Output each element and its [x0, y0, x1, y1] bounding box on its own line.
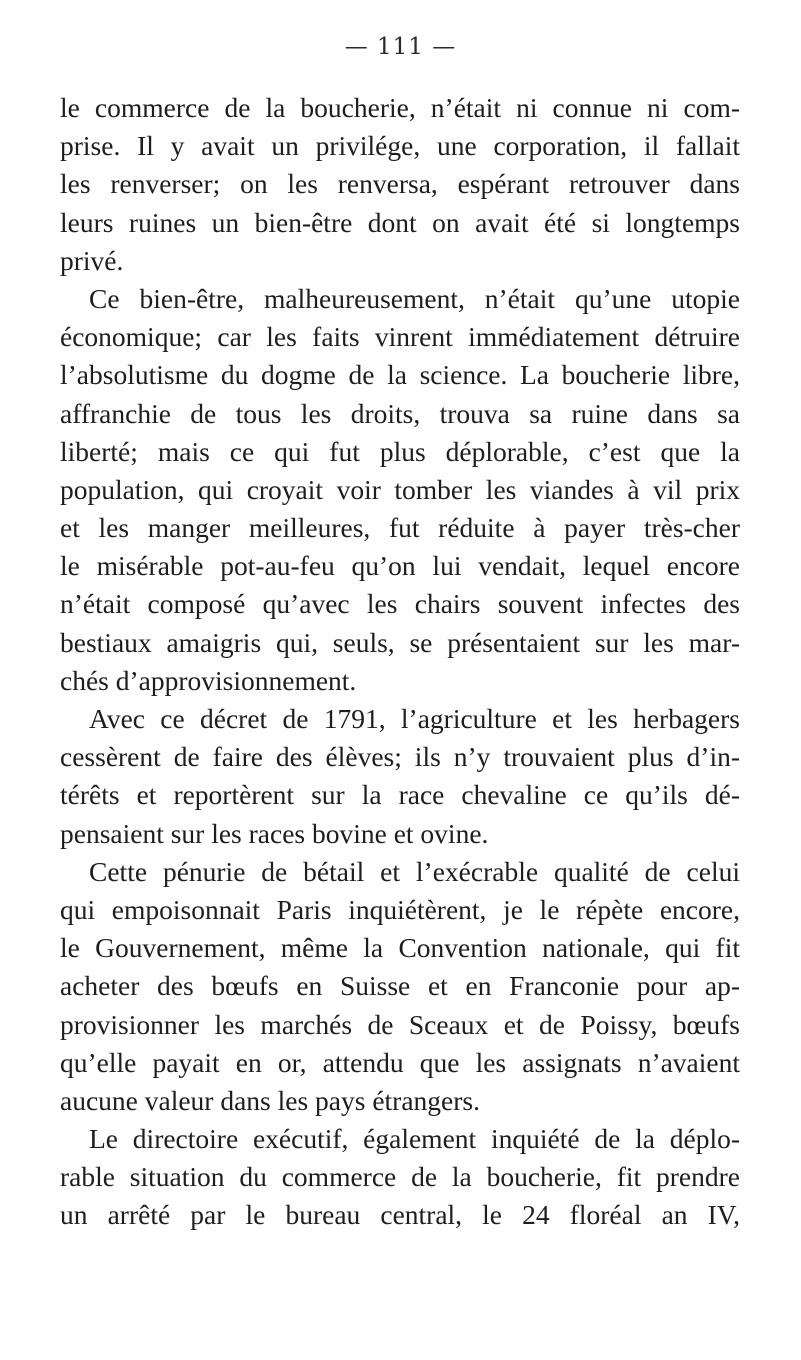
text-line: liberté; mais ce qui fut plus déplorable, c’est que la — [60, 435, 740, 467]
text-line: leurs ruines un bien-être dont on avait été si longtemps — [60, 206, 740, 238]
text-line: population, qui croyait voir tomber les viandes à vil prix — [60, 473, 740, 505]
text-line: l’absolutisme du dogme de la science. La boucherie libre, — [60, 359, 740, 391]
text-line: économique; car les faits vinrent immédiatement détruire — [60, 321, 740, 353]
text-line: le misérable pot-au-feu qu’on lui vendait, lequel encore — [60, 550, 740, 582]
text-line: Avec ce décret de 1791, l’agriculture et les herbagers — [89, 703, 740, 734]
text-line: un arrêté par le bureau central, le 24 floréal an IV, — [60, 1199, 740, 1231]
text-line: chés d’approvisionnement. — [60, 664, 357, 696]
text-line: cessèrent de faire des élèves; ils n’y trouvaient plus d’in- — [60, 741, 740, 773]
text-line: le commerce de la boucherie, n’était ni connue ni com- — [60, 92, 740, 123]
text-line: pensaient sur les races bovine et ovine. — [60, 817, 489, 849]
text-line: qui empoisonnait Paris inquiétèrent, je le répète encore, — [60, 893, 740, 925]
text-line: affranchie de tous les droits, trouva sa ruine dans sa — [60, 397, 740, 429]
text-line: Ce bien-être, malheureusement, n’était qu’une utopie — [89, 282, 740, 314]
text-line: acheter des bœufs en Suisse et en Franconie pour ap- — [60, 970, 740, 1002]
body-text — [60, 89, 740, 1235]
text-line: aucune valeur dans les pays étrangers. — [60, 1084, 480, 1116]
page-number: — 111 — — [344, 34, 457, 60]
text-line: le Gouvernement, même la Convention nationale, qui fit — [60, 932, 740, 964]
text-line: Le directoire exécutif, également inquiété de la déplo- — [89, 1123, 740, 1155]
text-line: n’était composé qu’avec les chairs souvent infectes des — [60, 588, 740, 620]
text-line: bestiaux amaigris qui, seuls, se présentaient sur les mar- — [60, 626, 740, 658]
text-line: privé. — [60, 244, 124, 276]
text-line: les renverser; on les renversa, espérant retrouver dans — [60, 168, 740, 200]
text-line: provisionner les marchés de Sceaux et de Poissy, bœufs — [60, 1008, 740, 1040]
text-line: rable situation du commerce de la boucherie, fit prendre — [60, 1161, 740, 1193]
text-line: qu’elle payait en or, attendu que les assignats n’avaient — [60, 1046, 740, 1078]
text-line: prise. Il y avait un privilége, une corporation, il fallait — [60, 130, 740, 162]
text-line: Cette pénurie de bétail et l’exécrable qualité de celui — [89, 855, 740, 887]
text-line: et les manger meilleures, fut réduite à payer très-cher — [60, 512, 740, 544]
text-line: térêts et reportèrent sur la race chevaline ce qu’ils dé- — [60, 779, 740, 811]
